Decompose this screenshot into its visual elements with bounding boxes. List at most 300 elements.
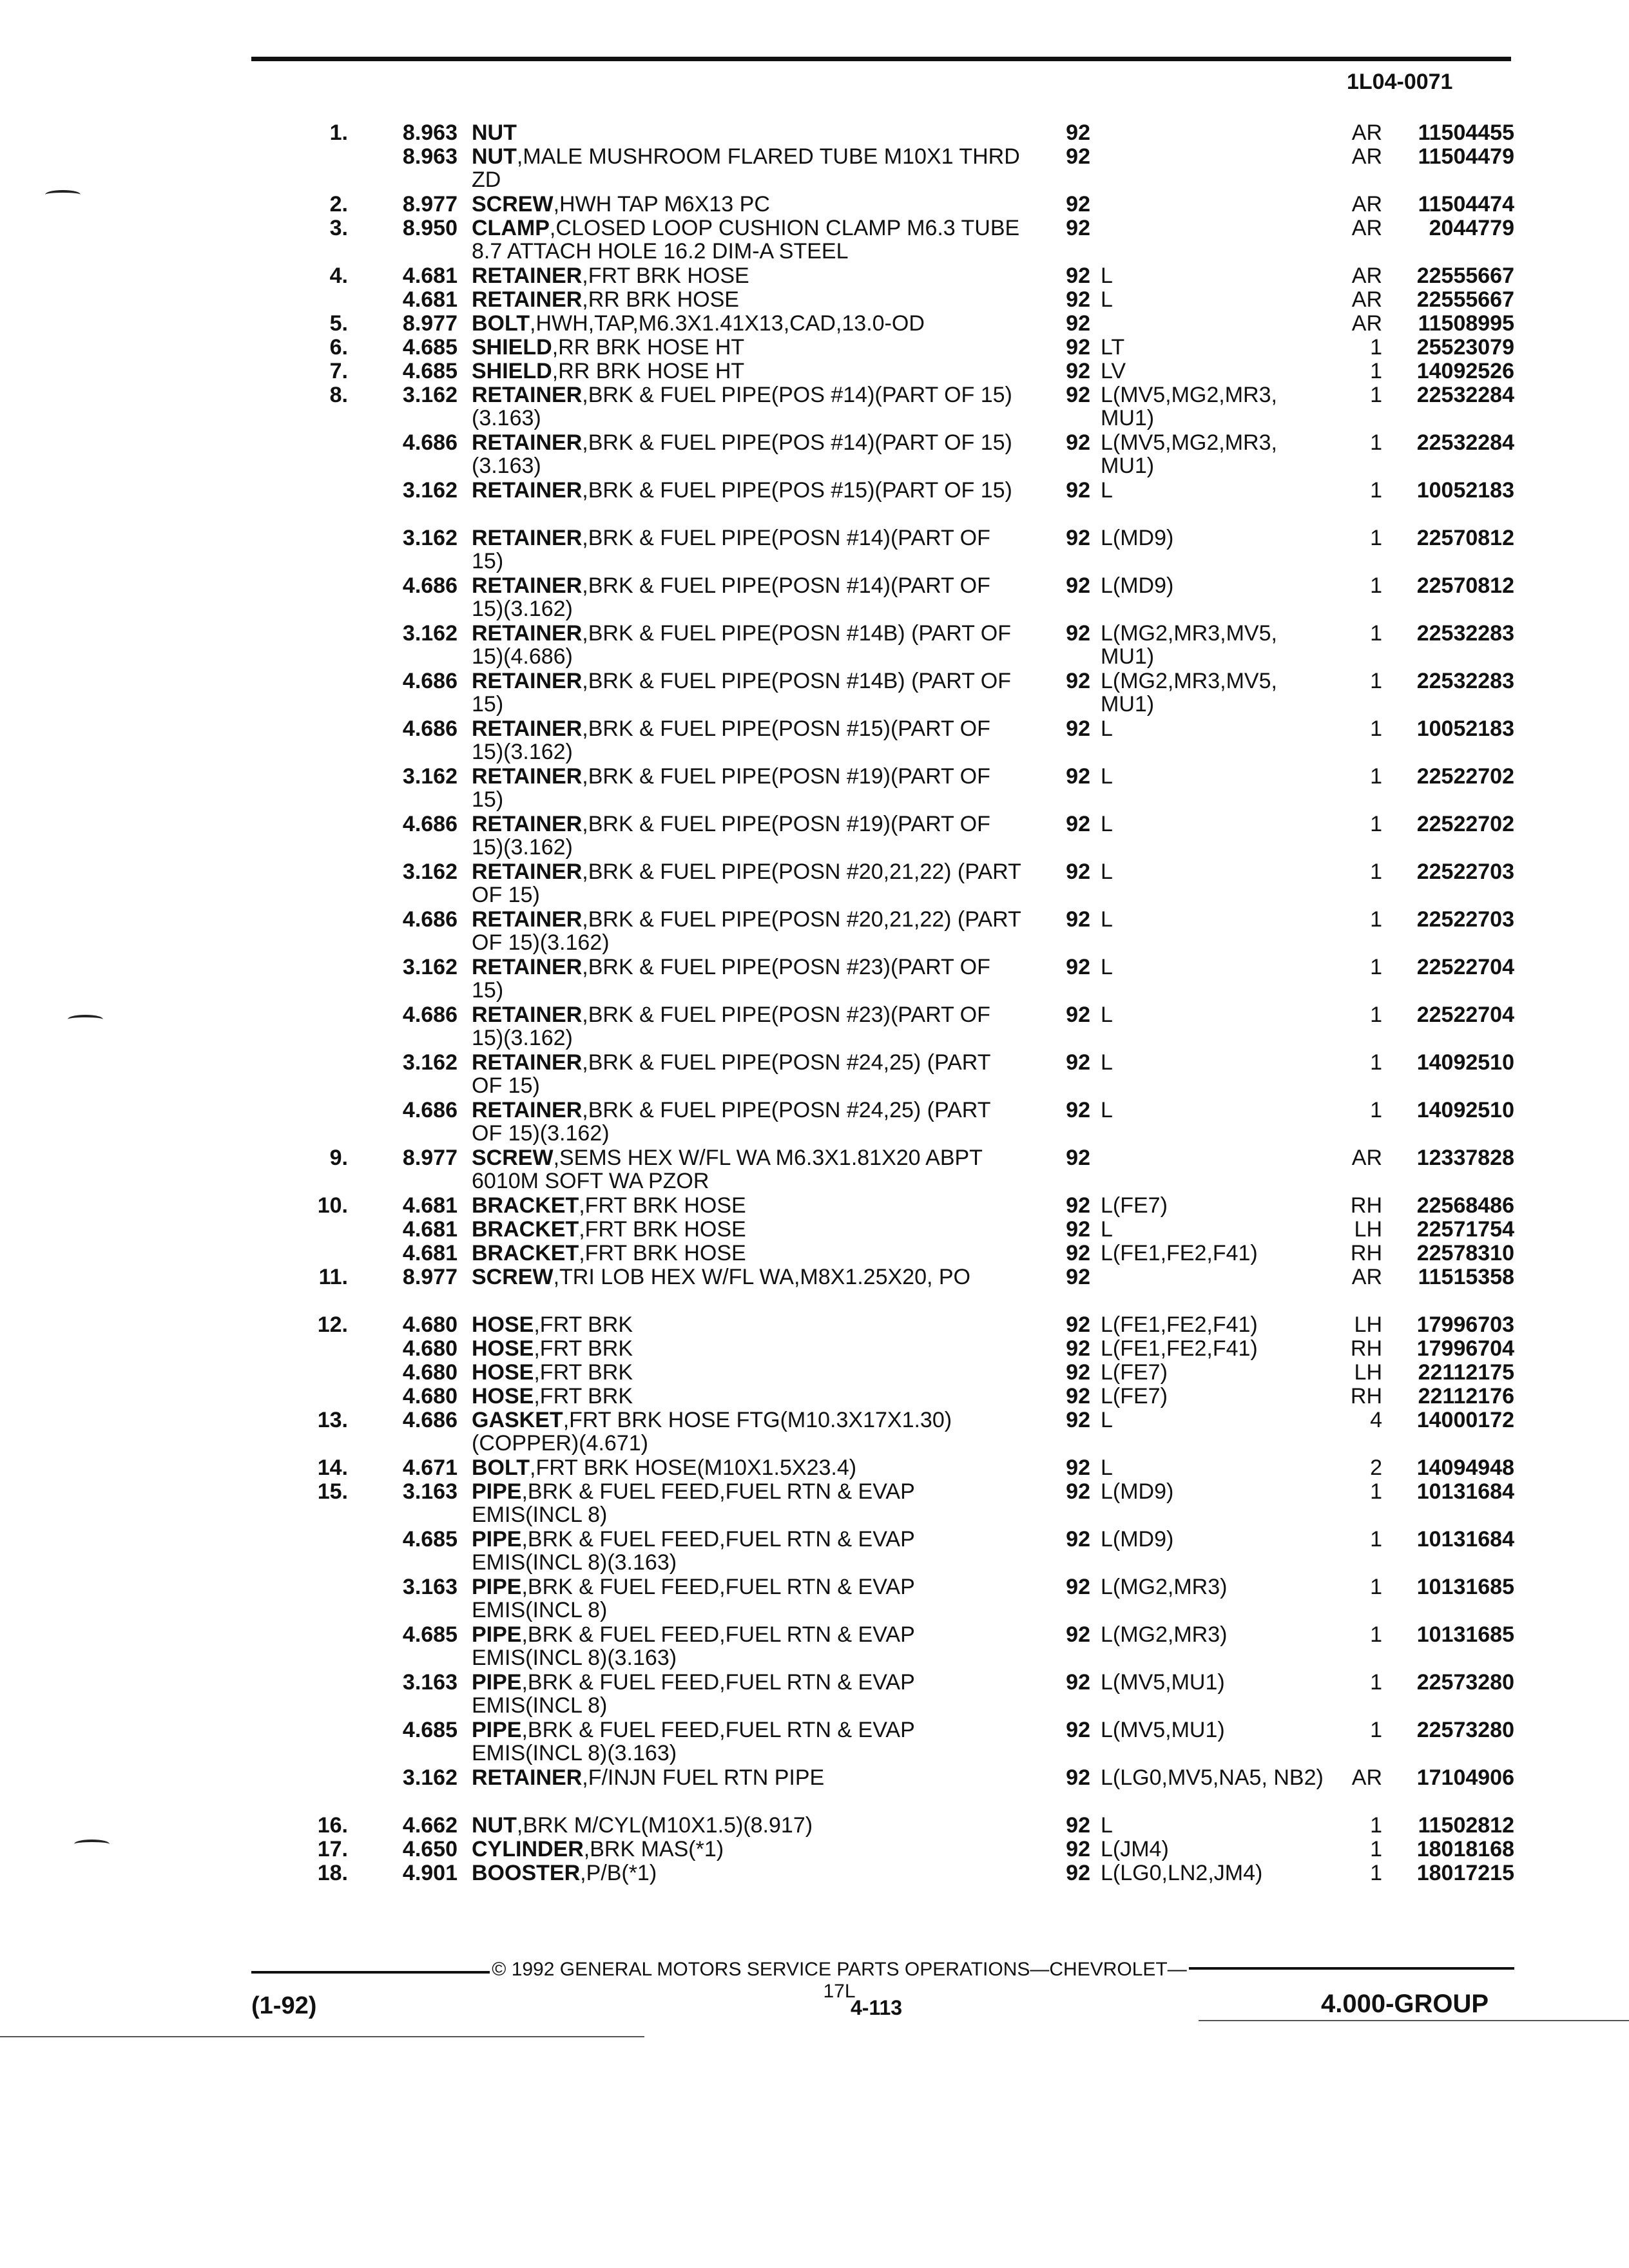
group-label: 4.000-GROUP xyxy=(1321,1990,1489,2018)
part-row xyxy=(0,288,1629,312)
part-row xyxy=(0,1814,1629,1838)
group-number: 3.162 xyxy=(402,383,458,407)
part-name: BRACKET xyxy=(472,1217,579,1242)
model-year: 92 xyxy=(1066,478,1090,503)
part-row xyxy=(0,312,1629,336)
part-number: 10131685 xyxy=(1416,1622,1514,1647)
model-year: 92 xyxy=(1066,764,1090,789)
usage-code: LV xyxy=(1101,359,1126,383)
part-number: 17104906 xyxy=(1416,1765,1514,1790)
group-number: 4.680 xyxy=(402,1336,458,1361)
quantity: 1 xyxy=(1370,1479,1382,1504)
part-number: 14092510 xyxy=(1416,1098,1514,1122)
part-name: RETAINER xyxy=(472,955,583,979)
description xyxy=(472,956,1026,1002)
part-row xyxy=(0,145,1629,193)
parts-list xyxy=(0,121,1629,1885)
group-number: 4.662 xyxy=(402,1813,458,1838)
part-detail: ,RR BRK HOSE HT xyxy=(552,359,745,383)
model-year: 92 xyxy=(1066,907,1090,932)
group-number: 8.950 xyxy=(402,216,458,240)
part-detail: ,BRK & FUEL FEED,FUEL RTN & EVAP EMIS(INCL 8) xyxy=(472,1575,915,1622)
usage-code: L(MV5,MG2,MR3, MU1) xyxy=(1101,383,1277,430)
usage-code: L(MG2,MR3,MV5, MU1) xyxy=(1101,621,1277,669)
quantity: 1 xyxy=(1370,812,1382,836)
group-number: 3.162 xyxy=(402,1765,458,1790)
usage-code: L xyxy=(1101,1456,1113,1480)
group-number: 3.162 xyxy=(402,1050,458,1075)
part-number: 10052183 xyxy=(1416,478,1514,503)
part-number: 22571754 xyxy=(1416,1217,1514,1242)
description xyxy=(472,1575,1026,1622)
part-detail: ,FRT BRK xyxy=(534,1312,633,1337)
description xyxy=(472,1408,1026,1455)
usage-code: L(LG0,MV5,NA5, NB2) xyxy=(1101,1765,1324,1790)
part-number: 11504455 xyxy=(1418,120,1514,145)
model-year: 92 xyxy=(1066,1670,1090,1695)
ref-number: 15. xyxy=(317,1479,348,1504)
model-year: 92 xyxy=(1066,1312,1090,1337)
part-name: RETAINER xyxy=(472,264,583,288)
part-name: NUT xyxy=(472,144,517,169)
model-year: 92 xyxy=(1066,1479,1090,1504)
group-number: 4.685 xyxy=(402,359,458,383)
group-number: 4.686 xyxy=(402,716,458,741)
part-number: 10131685 xyxy=(1416,1575,1514,1599)
part-detail: ,BRK & FUEL FEED,FUEL RTN & EVAP EMIS(INCL 8)(3.163) xyxy=(472,1718,915,1765)
description xyxy=(472,312,1026,335)
part-number: 22522703 xyxy=(1416,907,1514,932)
ref-number: 16. xyxy=(317,1813,348,1838)
part-detail: ,FRT BRK HOSE xyxy=(582,264,749,288)
part-detail: ,P/B(*1) xyxy=(580,1861,657,1885)
part-name: NUT xyxy=(472,1813,517,1838)
group-number: 3.163 xyxy=(402,1670,458,1695)
description xyxy=(472,1456,1026,1479)
usage-code: L(MD9) xyxy=(1101,1479,1174,1504)
copyright-line: © 1992 GENERAL MOTORS SERVICE PARTS OPERATIONS—CHEVROLET—17L xyxy=(492,1959,1187,2002)
quantity: RH xyxy=(1350,1193,1382,1218)
page-number: 4-113 xyxy=(851,1996,903,2019)
description xyxy=(472,1265,1026,1289)
part-number: 10052183 xyxy=(1416,716,1514,741)
part-detail: ,BRK & FUEL PIPE(POSN #14)(PART OF 15)(3.162) xyxy=(472,573,990,621)
footer-rule-left xyxy=(251,1971,490,1974)
part-number: 22568486 xyxy=(1416,1193,1514,1218)
quantity: 1 xyxy=(1370,1718,1382,1742)
model-year: 92 xyxy=(1066,1718,1090,1742)
quantity: RH xyxy=(1350,1241,1382,1265)
part-number: 22578310 xyxy=(1416,1241,1514,1265)
part-number: 11508995 xyxy=(1418,311,1514,336)
description xyxy=(472,121,1026,144)
ref-number: 7. xyxy=(329,359,348,383)
part-detail: ,BRK & FUEL PIPE(POSN #19)(PART OF 15) xyxy=(472,764,990,812)
usage-code: L xyxy=(1101,860,1113,884)
description xyxy=(472,717,1026,764)
description xyxy=(472,1671,1026,1717)
model-year: 92 xyxy=(1066,1050,1090,1075)
model-year: 92 xyxy=(1066,216,1090,240)
description xyxy=(472,765,1026,811)
group-number: 4.650 xyxy=(402,1837,458,1861)
group-number: 4.681 xyxy=(402,1193,458,1218)
part-row xyxy=(0,860,1629,908)
part-row xyxy=(0,1242,1629,1265)
group-number: 3.162 xyxy=(402,955,458,979)
part-number: 22112176 xyxy=(1418,1384,1514,1408)
usage-code: L(FE7) xyxy=(1101,1193,1168,1218)
group-number: 4.686 xyxy=(402,1408,458,1432)
part-number: 22522702 xyxy=(1416,812,1514,836)
model-year: 92 xyxy=(1066,1861,1090,1885)
description xyxy=(472,383,1026,430)
part-name: PIPE xyxy=(472,1479,522,1504)
model-year: 92 xyxy=(1066,1003,1090,1027)
part-number: 14000172 xyxy=(1416,1408,1514,1432)
part-name: RETAINER xyxy=(472,478,583,503)
model-year: 92 xyxy=(1066,1265,1090,1289)
part-name: HOSE xyxy=(472,1384,534,1408)
model-year: 92 xyxy=(1066,1408,1090,1432)
group-number: 4.686 xyxy=(402,430,458,455)
description xyxy=(472,193,1026,216)
quantity: AR xyxy=(1351,144,1382,169)
part-detail: ,HWH,TAP,M6.3X1.41X13,CAD,13.0-OD xyxy=(530,311,925,336)
description xyxy=(472,1480,1026,1526)
usage-code: L(MG2,MR3) xyxy=(1101,1575,1228,1599)
quantity: AR xyxy=(1351,216,1382,240)
description xyxy=(472,1242,1026,1265)
part-number: 11502812 xyxy=(1418,1813,1514,1838)
page-code: 1L04-0071 xyxy=(1347,70,1453,94)
group-number: 4.681 xyxy=(402,1241,458,1265)
part-number: 22532284 xyxy=(1416,430,1514,455)
model-year: 92 xyxy=(1066,1575,1090,1599)
description xyxy=(472,1528,1026,1574)
quantity: 1 xyxy=(1370,860,1382,884)
quantity: 1 xyxy=(1370,1098,1382,1122)
part-row xyxy=(0,526,1629,574)
group-number: 4.686 xyxy=(402,1003,458,1027)
usage-code: L(FE1,FE2,F41) xyxy=(1101,1312,1258,1337)
part-row xyxy=(0,1361,1629,1385)
quantity: 1 xyxy=(1370,1527,1382,1552)
model-year: 92 xyxy=(1066,860,1090,884)
part-row xyxy=(0,383,1629,431)
part-row xyxy=(0,765,1629,812)
ref-number: 10. xyxy=(317,1193,348,1218)
group-number: 3.162 xyxy=(402,621,458,646)
part-name: RETAINER xyxy=(472,573,583,598)
usage-code: L xyxy=(1101,264,1113,288)
part-detail: ,BRK & FUEL PIPE(POSN #24,25) (PART OF 15)(3.162) xyxy=(472,1098,990,1146)
part-number: 17996704 xyxy=(1416,1336,1514,1361)
quantity: 1 xyxy=(1370,359,1382,383)
quantity: AR xyxy=(1351,287,1382,312)
quantity: RH xyxy=(1350,1336,1382,1361)
part-detail: ,SEMS HEX W/FL WA M6.3X1.81X20 ABPT 6010M SOFT WA PZOR xyxy=(472,1146,983,1193)
ref-number: 5. xyxy=(329,311,348,336)
part-detail: ,FRT BRK xyxy=(534,1360,633,1385)
part-name: PIPE xyxy=(472,1670,522,1695)
usage-code: L xyxy=(1101,1408,1113,1432)
part-row xyxy=(0,479,1629,526)
part-detail: ,BRK & FUEL PIPE(POSN #14)(PART OF 15) xyxy=(472,526,990,573)
part-name: CLAMP xyxy=(472,216,550,240)
part-name: RETAINER xyxy=(472,1765,583,1790)
quantity: AR xyxy=(1351,1265,1382,1289)
description xyxy=(472,574,1026,620)
usage-code: L(MD9) xyxy=(1101,573,1174,598)
usage-code: L(MV5,MU1) xyxy=(1101,1718,1225,1742)
part-number: 12337828 xyxy=(1416,1146,1514,1170)
model-year: 92 xyxy=(1066,359,1090,383)
part-name: BOOSTER xyxy=(472,1861,581,1885)
part-row xyxy=(0,1337,1629,1361)
part-row xyxy=(0,1194,1629,1218)
part-number: 22112175 xyxy=(1418,1360,1514,1385)
usage-code: L xyxy=(1101,1098,1113,1122)
quantity: LH xyxy=(1354,1312,1382,1337)
quantity: LH xyxy=(1354,1217,1382,1242)
model-year: 92 xyxy=(1066,1527,1090,1552)
part-name: RETAINER xyxy=(472,669,583,693)
part-detail: ,BRK & FUEL PIPE(POS #14)(PART OF 15)(3.163) xyxy=(472,383,1012,430)
model-year: 92 xyxy=(1066,1098,1090,1122)
part-number: 22522703 xyxy=(1416,860,1514,884)
part-row xyxy=(0,264,1629,288)
model-year: 92 xyxy=(1066,621,1090,646)
description xyxy=(472,1623,1026,1669)
usage-code: L(MG2,MR3,MV5, MU1) xyxy=(1101,669,1277,716)
part-name: BRACKET xyxy=(472,1241,579,1265)
part-detail: ,BRK & FUEL PIPE(POSN #19)(PART OF 15)(3.162) xyxy=(472,812,990,860)
ref-number: 12. xyxy=(317,1312,348,1337)
part-row xyxy=(0,1146,1629,1194)
part-detail: ,RR BRK HOSE xyxy=(582,287,739,312)
group-number: 4.681 xyxy=(402,264,458,288)
group-number: 4.686 xyxy=(402,812,458,836)
model-year: 92 xyxy=(1066,1360,1090,1385)
part-name: SCREW xyxy=(472,1265,554,1289)
quantity: 1 xyxy=(1370,716,1382,741)
group-number: 4.901 xyxy=(402,1861,458,1885)
description xyxy=(472,1718,1026,1765)
group-number: 8.977 xyxy=(402,1265,458,1289)
usage-code: L(FE7) xyxy=(1101,1384,1168,1408)
part-name: HOSE xyxy=(472,1360,534,1385)
part-row xyxy=(0,1218,1629,1242)
part-row xyxy=(0,622,1629,669)
part-number: 22573280 xyxy=(1416,1718,1514,1742)
group-number: 4.686 xyxy=(402,907,458,932)
group-number: 3.163 xyxy=(402,1479,458,1504)
usage-code: L xyxy=(1101,287,1113,312)
description xyxy=(472,1099,1026,1145)
part-number: 14092510 xyxy=(1416,1050,1514,1075)
part-number: 22570812 xyxy=(1416,573,1514,598)
description xyxy=(472,1766,1026,1789)
part-detail: ,MALE MUSHROOM FLARED TUBE M10X1 THRD ZD xyxy=(472,144,1020,192)
part-detail: ,FRT BRK HOSE xyxy=(579,1217,746,1242)
part-name: GASKET xyxy=(472,1408,563,1432)
group-number: 3.162 xyxy=(402,764,458,789)
description xyxy=(472,336,1026,359)
part-number: 22555667 xyxy=(1416,264,1514,288)
usage-code: L(FE1,FE2,F41) xyxy=(1101,1241,1258,1265)
part-name: RETAINER xyxy=(472,383,583,407)
part-name: SHIELD xyxy=(472,359,552,383)
part-name: RETAINER xyxy=(472,526,583,550)
quantity: RH xyxy=(1350,1384,1382,1408)
part-row xyxy=(0,908,1629,956)
model-year: 92 xyxy=(1066,1456,1090,1480)
part-name: RETAINER xyxy=(472,1003,583,1027)
part-row xyxy=(0,1480,1629,1528)
quantity: 1 xyxy=(1370,1575,1382,1599)
quantity: 1 xyxy=(1370,907,1382,932)
model-year: 92 xyxy=(1066,311,1090,336)
usage-code: L xyxy=(1101,955,1113,979)
group-number: 4.671 xyxy=(402,1456,458,1480)
usage-code: L xyxy=(1101,1813,1113,1838)
part-row xyxy=(0,1671,1629,1718)
ref-number: 3. xyxy=(329,216,348,240)
quantity: 1 xyxy=(1370,1837,1382,1861)
issue-date: (1-92) xyxy=(251,1992,317,2019)
model-year: 92 xyxy=(1066,526,1090,550)
description xyxy=(472,1814,1026,1837)
group-number: 4.680 xyxy=(402,1360,458,1385)
usage-code: L xyxy=(1101,716,1113,741)
ref-number: 4. xyxy=(329,264,348,288)
part-name: RETAINER xyxy=(472,1098,583,1122)
part-detail: ,HWH TAP M6X13 PC xyxy=(553,192,770,216)
quantity: 1 xyxy=(1370,1622,1382,1647)
description xyxy=(472,1003,1026,1050)
quantity: 1 xyxy=(1370,573,1382,598)
model-year: 92 xyxy=(1066,1837,1090,1861)
part-name: RETAINER xyxy=(472,907,583,932)
part-number: 22573280 xyxy=(1416,1670,1514,1695)
part-name: RETAINER xyxy=(472,860,583,884)
ref-number: 13. xyxy=(317,1408,348,1432)
part-detail: ,BRK & FUEL PIPE(POSN #15)(PART OF 15)(3.162) xyxy=(472,716,990,764)
part-row xyxy=(0,1099,1629,1146)
part-name: RETAINER xyxy=(472,430,583,455)
description xyxy=(472,1146,1026,1193)
model-year: 92 xyxy=(1066,1217,1090,1242)
group-number: 4.685 xyxy=(402,335,458,360)
usage-code: LT xyxy=(1101,335,1125,360)
quantity: AR xyxy=(1351,120,1382,145)
quantity: AR xyxy=(1351,1146,1382,1170)
part-detail: ,FRT BRK HOSE FTG(M10.3X17X1.30) (COPPER)(4.671) xyxy=(472,1408,952,1456)
description xyxy=(472,669,1026,716)
part-row xyxy=(0,669,1629,717)
part-detail: ,BRK & FUEL FEED,FUEL RTN & EVAP EMIS(INCL 8)(3.163) xyxy=(472,1622,915,1670)
quantity: 1 xyxy=(1370,430,1382,455)
ref-number: 8. xyxy=(329,383,348,407)
group-number: 8.977 xyxy=(402,1146,458,1170)
part-name: BRACKET xyxy=(472,1193,579,1218)
part-number: 22522702 xyxy=(1416,764,1514,789)
model-year: 92 xyxy=(1066,669,1090,693)
usage-code: L(MV5,MU1) xyxy=(1101,1670,1225,1695)
part-name: PIPE xyxy=(472,1718,522,1742)
part-number: 22532283 xyxy=(1416,669,1514,693)
part-row xyxy=(0,1575,1629,1623)
part-detail: ,BRK & FUEL FEED,FUEL RTN & EVAP EMIS(INCL 8) xyxy=(472,1479,915,1527)
part-row xyxy=(0,1861,1629,1885)
description xyxy=(472,288,1026,311)
quantity: AR xyxy=(1351,192,1382,216)
top-rule xyxy=(251,57,1511,61)
ref-number: 14. xyxy=(317,1456,348,1480)
part-number: 18018168 xyxy=(1416,1837,1514,1861)
part-detail: ,BRK & FUEL PIPE(POSN #24,25) (PART OF 15) xyxy=(472,1050,990,1098)
part-row xyxy=(0,1528,1629,1575)
part-name: PIPE xyxy=(472,1622,522,1647)
part-detail: ,BRK & FUEL PIPE(POS #14)(PART OF 15)(3.163) xyxy=(472,430,1012,478)
group-number: 4.685 xyxy=(402,1718,458,1742)
part-number: 22532283 xyxy=(1416,621,1514,646)
part-row xyxy=(0,717,1629,765)
scan-edge-line xyxy=(1199,2020,1629,2021)
part-number: 22522704 xyxy=(1416,955,1514,979)
model-year: 92 xyxy=(1066,383,1090,407)
part-number: 11515358 xyxy=(1418,1265,1514,1289)
part-number: 14094948 xyxy=(1416,1456,1514,1480)
part-row xyxy=(0,1385,1629,1408)
group-number: 8.977 xyxy=(402,192,458,216)
quantity: 1 xyxy=(1370,478,1382,503)
description xyxy=(472,431,1026,477)
model-year: 92 xyxy=(1066,120,1090,145)
usage-code: L(FE1,FE2,F41) xyxy=(1101,1336,1258,1361)
part-name: RETAINER xyxy=(472,1050,583,1075)
part-row xyxy=(0,193,1629,216)
part-number: 10131684 xyxy=(1416,1527,1514,1552)
part-number: 18017215 xyxy=(1416,1861,1514,1885)
part-detail: ,BRK & FUEL FEED,FUEL RTN & EVAP EMIS(INCL 8) xyxy=(472,1670,915,1718)
description xyxy=(472,360,1026,383)
group-number: 4.686 xyxy=(402,1098,458,1122)
part-number: 11504474 xyxy=(1418,192,1514,216)
part-detail: ,RR BRK HOSE HT xyxy=(552,335,745,360)
part-detail: ,BRK & FUEL PIPE(POSN #23)(PART OF 15)(3.162) xyxy=(472,1003,990,1050)
part-detail: ,BRK MAS(*1) xyxy=(583,1837,724,1861)
part-name: RETAINER xyxy=(472,812,583,836)
usage-code: L xyxy=(1101,907,1113,932)
part-name: BOLT xyxy=(472,1456,530,1480)
usage-code: L(MV5,MG2,MR3, MU1) xyxy=(1101,430,1277,478)
part-name: RETAINER xyxy=(472,716,583,741)
part-name: CYLINDER xyxy=(472,1837,584,1861)
model-year: 92 xyxy=(1066,1622,1090,1647)
part-row xyxy=(0,431,1629,479)
description xyxy=(472,1051,1026,1097)
description xyxy=(472,145,1026,191)
model-year: 92 xyxy=(1066,573,1090,598)
description xyxy=(472,479,1026,502)
part-row xyxy=(0,1838,1629,1861)
model-year: 92 xyxy=(1066,1336,1090,1361)
quantity: 1 xyxy=(1370,526,1382,550)
part-name: RETAINER xyxy=(472,764,583,789)
part-row xyxy=(0,121,1629,145)
